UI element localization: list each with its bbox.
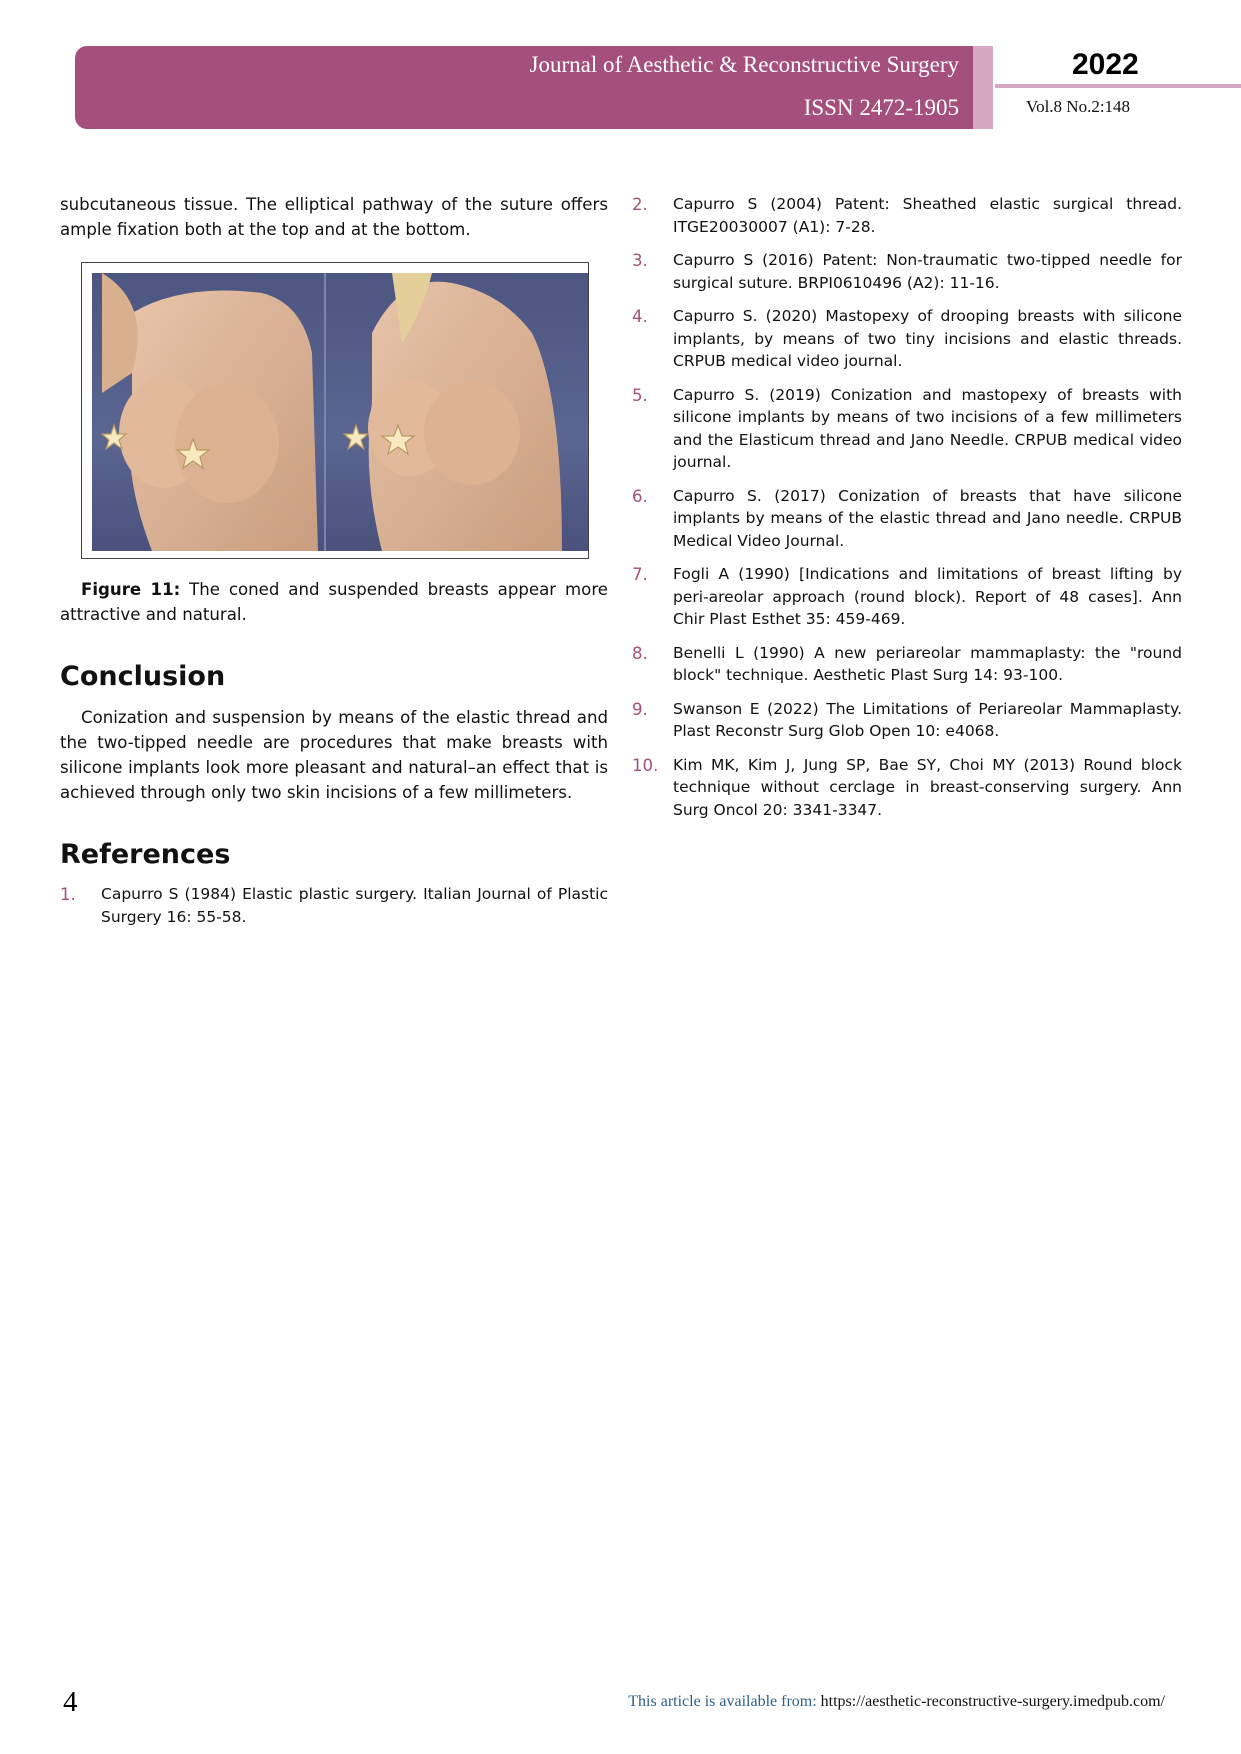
- reference-number: 9.: [632, 699, 648, 719]
- reference-item: [632, 485, 1182, 553]
- reference-item: [632, 698, 1182, 743]
- reference-number: 5.: [632, 385, 648, 405]
- reference-number: 6.: [632, 486, 648, 506]
- reference-item: [60, 883, 608, 928]
- reference-text: Capurro S (2016) Patent: Non-traumatic two-tipped needle for surgical suture. BRPI0610496 (A2): 11-16.: [673, 251, 1182, 292]
- footer-prefix: This article is available from:: [628, 1693, 821, 1710]
- journal-issn: ISSN 2472-1905: [803, 95, 959, 120]
- conclusion-heading: Conclusion: [60, 661, 226, 692]
- reference-item: [632, 563, 1182, 631]
- reference-text: Capurro S. (2019) Conization and mastopexy of breasts with silicone implants by means of two incisions of a few millimeters and the Elasticum thread and Jano Needle. CRPUB medical video journal.: [673, 385, 1182, 471]
- header-accent-strip: [973, 46, 993, 129]
- figure-11-photo: [92, 273, 588, 551]
- photo-divider: [324, 273, 326, 551]
- conclusion-paragraph: Conization and suspension by means of the elastic thread and the two-tipped needle are procedures that make breasts with silicone implants look more pleasant and natural–an effect that is achieved through only two skin incisions of a few millimeters.: [60, 708, 608, 802]
- reference-item: [632, 193, 1182, 238]
- reference-number: 4.: [632, 307, 648, 326]
- volume-issue: Vol.8 No.2:148: [1026, 97, 1131, 116]
- publication-year: 2022: [1072, 48, 1139, 81]
- reference-text: Benelli L (1990) A new periareolar mammaplasty: the "round block" technique. Aesthetic Plast Surg 14: 93-100.: [673, 643, 1182, 684]
- reference-text: Capurro S (1984) Elastic plastic surgery. Italian Journal of Plastic Surgery 16: 55-58.: [101, 885, 608, 926]
- reference-number: 8.: [632, 643, 648, 663]
- footer-availability: [628, 1693, 1165, 1711]
- reference-text: Swanson E (2022) The Limitations of Periareolar Mammaplasty. Plast Reconstr Surg Glob Open 10: e4068.: [673, 699, 1182, 740]
- journal-title: Journal of Aesthetic & Reconstructive Surgery: [529, 52, 959, 77]
- reference-item: [632, 384, 1182, 474]
- footer-url-link[interactable]: https://aesthetic-reconstructive-surgery.imedpub.com/: [820, 1693, 1165, 1710]
- reference-text: Fogli A (1990) [Indications and limitations of breast lifting by peri-areolar approach (round block). Report of 48 cases]. Ann Chir Plast Esthet 35: 459-469.: [673, 565, 1182, 628]
- reference-number: 10.: [632, 755, 659, 775]
- breast-photo-illustration: [92, 273, 588, 551]
- reference-number: 7.: [632, 565, 648, 584]
- reference-number: 2.: [632, 195, 648, 214]
- intro-paragraph: subcutaneous tissue. The elliptical pathway of the suture offers ample fixation both at the top and at the bottom.: [60, 195, 608, 239]
- figure-11-frame: [81, 262, 589, 559]
- reference-text: Capurro S (2004) Patent: Sheathed elastic surgical thread. ITGE20030007 (A1): 7-28.: [673, 195, 1182, 236]
- reference-text: Kim MK, Kim J, Jung SP, Bae SY, Choi MY (2013) Round block technique without cerclage in breast-conserving surgery. Ann Surg Oncol 20: 3341-3347.: [673, 755, 1182, 819]
- reference-text: Capurro S. (2017) Conization of breasts that have silicone implants by means of the elastic thread and Jano needle. CRPUB Medical Video Journal.: [673, 486, 1182, 550]
- references-heading: References: [60, 839, 231, 870]
- figure-caption-text: The coned and suspended breasts appear more attractive and natural.: [60, 580, 608, 624]
- reference-item: [632, 305, 1182, 373]
- header-rule: [995, 84, 1241, 88]
- figure-label: Figure 11:: [81, 580, 181, 599]
- reference-item: [632, 249, 1182, 294]
- figure-11-caption: [60, 577, 608, 627]
- reference-item: [632, 642, 1182, 687]
- reference-item: [632, 754, 1182, 822]
- right-column: [632, 193, 1182, 832]
- page-number: 4: [63, 1686, 78, 1718]
- reference-list-right: [632, 193, 1182, 821]
- reference-text: Capurro S. (2020) Mastopexy of drooping breasts with silicone implants, by means of two tiny incisions and elastic threads. CRPUB medical video journal.: [673, 307, 1182, 370]
- reference-list-left: [60, 883, 608, 928]
- reference-number: 3.: [632, 251, 648, 270]
- left-column: [60, 192, 608, 939]
- reference-number: 1.: [60, 885, 76, 904]
